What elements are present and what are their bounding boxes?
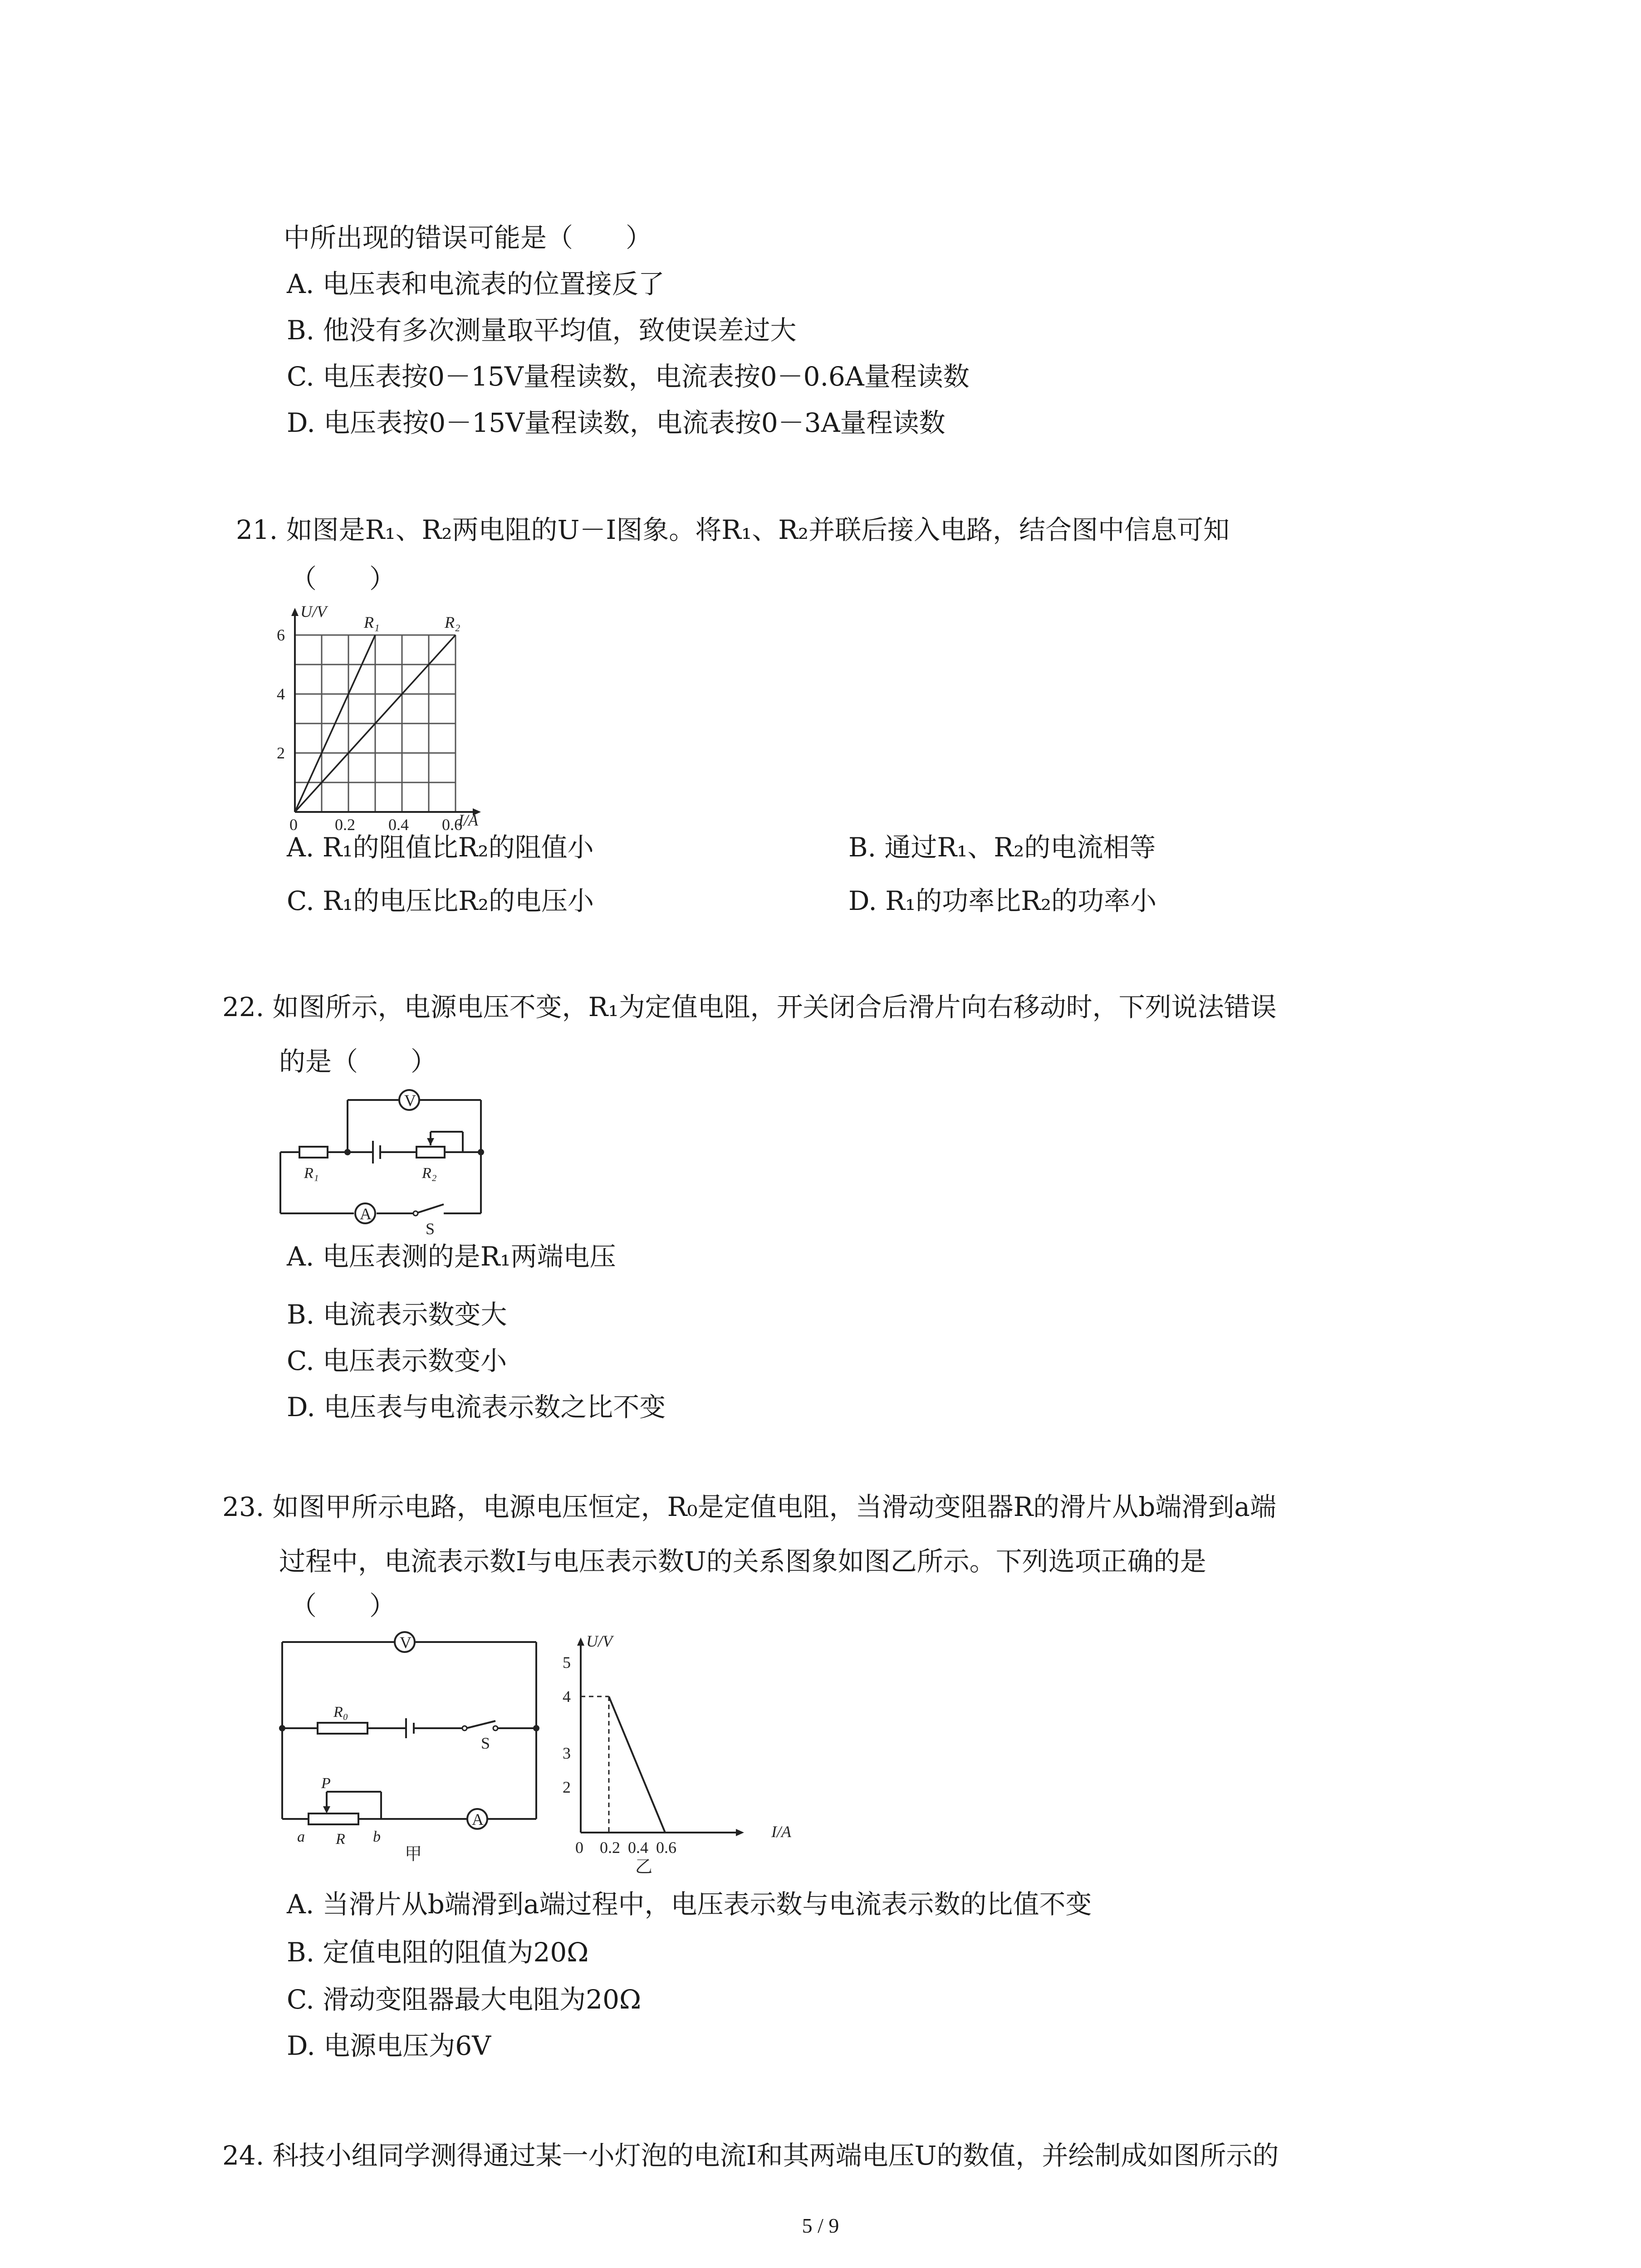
q23-caption-yi: 乙 bbox=[635, 1857, 653, 1877]
q21-label-r2: R₂ bbox=[445, 613, 460, 631]
q21-stem: 21. 如图是R₁、R₂两电阻的U－I图象。将R₁、R₂并联后接入电路，结合图中信息可知 bbox=[236, 514, 1230, 545]
q20-option-c: C. 电压表按0－15V量程读数，电流表按0－0.6A量程读数 bbox=[287, 361, 970, 392]
q23-option-a: A. 当滑片从b端滑到a端过程中，电压表示数与电流表示数的比值不变 bbox=[287, 1889, 1092, 1920]
q23-xlabel: I/A bbox=[771, 1823, 791, 1841]
q23-ammeter-label: A bbox=[472, 1810, 484, 1828]
q21-xlabel: I/A bbox=[458, 811, 478, 829]
q22-stem: 22. 如图所示，电源电压不变，R₁为定值电阻，开关闭合后滑片向右移动时，下列说法错误 bbox=[222, 992, 1277, 1022]
q21-ylabel: U/V bbox=[300, 602, 327, 621]
q23-r0-label: R₀ bbox=[333, 1704, 348, 1721]
q23-option-d: D. 电源电压为6V bbox=[287, 2030, 491, 2061]
q23-ytick: 4 bbox=[563, 1687, 571, 1706]
q23-ylabel: U/V bbox=[586, 1632, 612, 1650]
q23-r-label: R bbox=[336, 1831, 345, 1848]
q23-stem-2: 过程中，电流表示数I与电压表示数U的关系图象如图乙所示。下列选项正确的是 bbox=[279, 1546, 1206, 1577]
q22-circuit-diagram bbox=[272, 1082, 499, 1236]
q20-option-b: B. 他没有多次测量取平均值，致使误差过大 bbox=[287, 315, 797, 346]
q21-option-a: A. R₁的阻值比R₂的阻值小 bbox=[287, 832, 594, 863]
q20-option-d: D. 电压表按0－15V量程读数，电流表按0－3A量程读数 bbox=[287, 407, 945, 438]
q23-option-b: B. 定值电阻的阻值为20Ω bbox=[287, 1937, 589, 1968]
q22-option-d: D. 电压表与电流表示数之比不变 bbox=[287, 1392, 666, 1422]
q23-xtick: 0.4 bbox=[628, 1838, 648, 1857]
q23-caption-jia: 甲 bbox=[405, 1845, 422, 1864]
q21-xtick: 0 bbox=[289, 816, 298, 830]
q23-stem: 23. 如图甲所示电路，电源电压恒定，R₀是定值电阻，当滑动变阻器R的滑片从b端滑到a端 bbox=[222, 1491, 1276, 1522]
q22-option-c: C. 电压表示数变小 bbox=[287, 1345, 507, 1376]
page-number: 5 / 9 bbox=[802, 2214, 839, 2237]
q23-line bbox=[609, 1696, 665, 1833]
q23-a-label: a bbox=[297, 1828, 305, 1845]
q23-ytick: 3 bbox=[563, 1744, 571, 1762]
q22-option-b: B. 电流表示数变大 bbox=[287, 1299, 507, 1330]
q22-r1-label: R₁ bbox=[304, 1165, 319, 1182]
q23-switch-label: S bbox=[481, 1734, 490, 1752]
q20-stem: 中所出现的错误可能是（ ） bbox=[284, 222, 652, 253]
q22-r2-label: R₂ bbox=[422, 1165, 437, 1182]
q21-xtick: 0.2 bbox=[335, 816, 355, 830]
q23-voltmeter-label: V bbox=[400, 1633, 411, 1652]
q21-stem-paren: （ ） bbox=[290, 563, 396, 594]
q23-xtick: 0.6 bbox=[656, 1838, 676, 1857]
q21-xtick: 0.6 bbox=[442, 816, 462, 830]
q23-b-label: b bbox=[373, 1828, 381, 1845]
q23-stem-paren: （ ） bbox=[290, 1590, 396, 1621]
q21-option-d: D. R₁的功率比R₂的功率小 bbox=[848, 885, 1157, 916]
q21-xtick: 0.4 bbox=[388, 816, 409, 830]
q23-ui-graph bbox=[558, 1624, 812, 1878]
q23-xtick: 0.2 bbox=[600, 1838, 620, 1857]
q21-ytick: 4 bbox=[277, 685, 285, 703]
q23-circuit-diagram bbox=[272, 1624, 549, 1869]
q21-option-b: B. 通过R₁、R₂的电流相等 bbox=[848, 832, 1156, 863]
q22-switch-label: S bbox=[426, 1220, 435, 1236]
q20-option-a: A. 电压表和电流表的位置接反了 bbox=[287, 269, 665, 299]
q23-xtick: 0 bbox=[575, 1838, 583, 1857]
q22-stem-paren: 的是（ ） bbox=[279, 1046, 437, 1077]
q24-stem: 24. 科技小组同学测得通过某一小灯泡的电流I和其两端电压U的数值，并绘制成如图所示的 bbox=[222, 2140, 1279, 2171]
q21-ui-graph bbox=[268, 599, 522, 830]
q23-p-label: P bbox=[321, 1775, 331, 1792]
q23-option-c: C. 滑动变阻器最大电阻为20Ω bbox=[287, 1984, 642, 2015]
q22-voltmeter-label: V bbox=[404, 1091, 416, 1110]
q23-ytick: 5 bbox=[563, 1653, 571, 1672]
q23-ytick: 2 bbox=[563, 1778, 571, 1796]
q21-option-c: C. R₁的电压比R₂的电压小 bbox=[287, 885, 594, 916]
q21-ytick: 2 bbox=[277, 744, 285, 762]
q22-option-a: A. 电压表测的是R₁两端电压 bbox=[287, 1241, 616, 1272]
q21-ytick: 6 bbox=[277, 626, 285, 644]
q22-ammeter-label: A bbox=[360, 1205, 372, 1223]
q21-label-r1: R₁ bbox=[364, 613, 380, 631]
